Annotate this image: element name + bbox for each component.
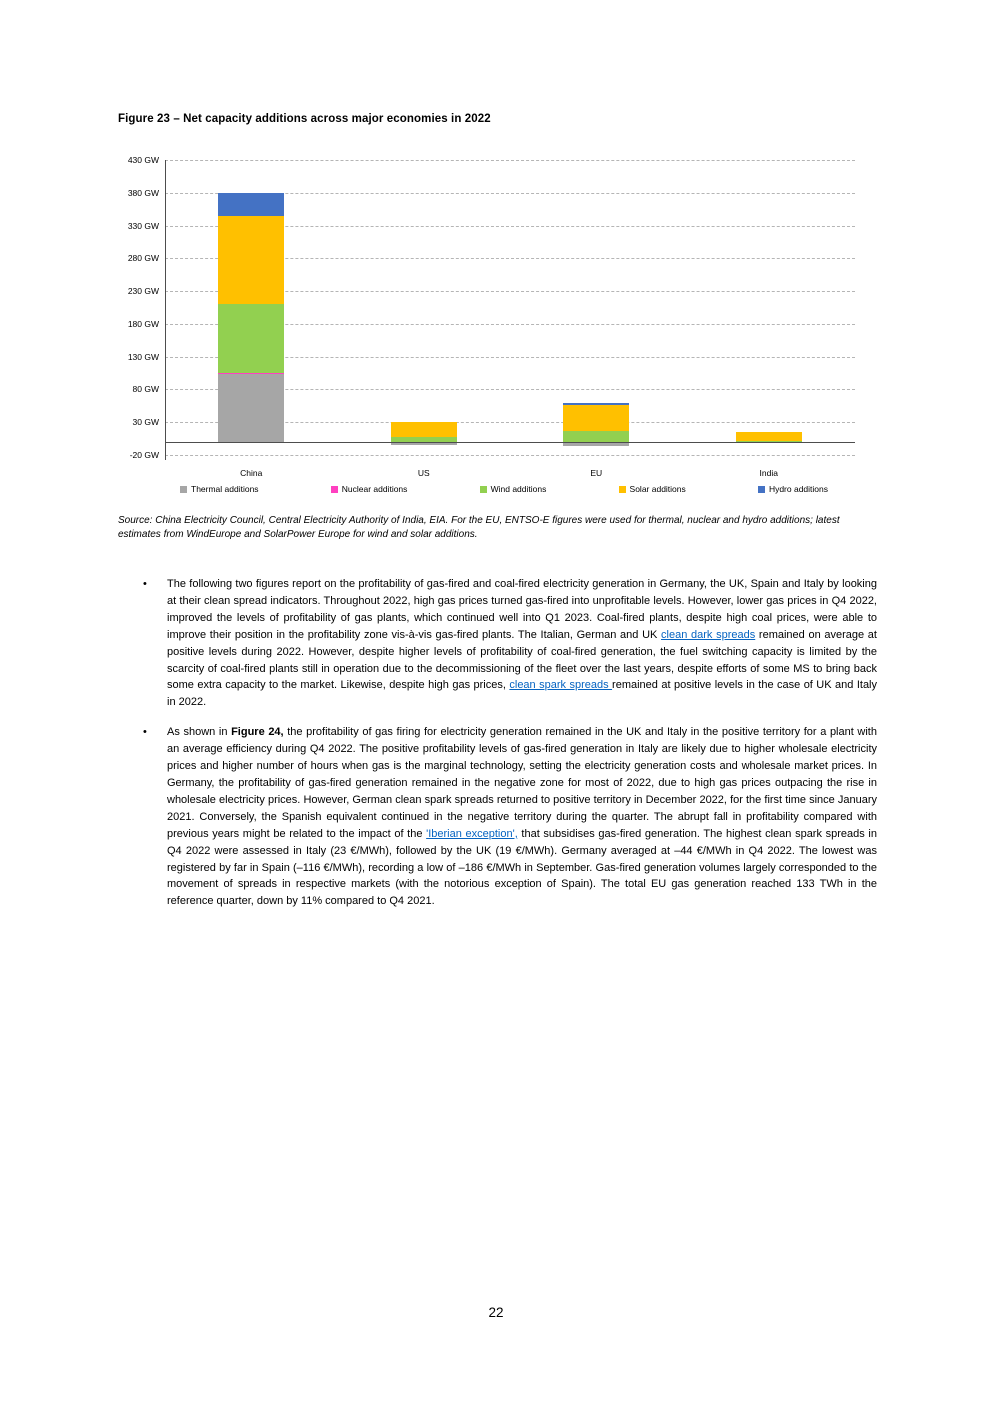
bullet-marker: • [143,578,147,590]
legend-item [480,484,547,494]
y-axis [165,160,166,460]
inline-link[interactable]: 'Iberian exception', [426,827,518,840]
x-axis-label: US [417,468,430,478]
hydro-swatch [758,486,765,493]
paragraph-text [167,578,877,708]
y-axis-tick: 330 GW [127,220,159,231]
chart-plot-area [127,155,855,478]
y-axis-tick: 180 GW [127,318,159,329]
y-axis-tick: -20 GW [129,450,159,460]
y-axis-tick: 380 GW [127,187,159,198]
page-number: 22 [488,1305,504,1320]
y-axis-tick: 280 GW [127,253,159,264]
solar-swatch [619,486,626,493]
text-run: the profitability of gas firing for electricity generation remained in the UK and Italy in the positive territory for a plant with an average efficiency during Q4 2022. The positive profitability levels of gas-fired generation in Italy are likely due to higher wholesale electricity prices and higher number of hours when gas is the marginal technology, setting the electricity generation costs and wholesale market prices. In Germany, the profitability of gas-fired generation remained in the negative zone for most of 2022, due to high gas prices outpacing the rise in wholesale electricity prices. However, German clean spark spreads returned to positive territory in December 2022, for the first time since January 2021. Conversely, the Spanish equivalent continued in the negative territory during the quarter. The abrupt fall in profitability compared with previous years might be related to the impact of the [167,726,877,840]
x-axis-label: EU [590,468,603,478]
bullet-paragraph-1 [140,576,877,711]
text-run: Figure 24, [231,726,284,739]
gridline [165,160,855,161]
bar-china-thermal [218,374,284,442]
legend-item [758,484,828,494]
bar-eu-hydro [563,403,629,404]
inline-link[interactable]: clean spark spreads [509,679,613,692]
legend-item [180,484,259,494]
wind-swatch [480,486,487,493]
bullet-marker: • [143,726,147,739]
y-axis-tick: 80 GW [132,384,159,395]
bullet-paragraph-2 [140,724,877,910]
nuclear-swatch [331,486,338,493]
legend-label: Nuclear additions [341,484,408,494]
legend-label: Thermal additions [191,484,259,494]
y-axis-tick: 430 GW [127,155,159,165]
legend-item [619,484,686,494]
x-axis-label: China [240,468,263,478]
text-run: remained at positive levels in the case of UK and Italy in 2022. [167,679,878,709]
bar-us-solar [391,422,457,436]
text-run: remained on average at positive levels during 2022. However, despite higher levels of profitability of coal-fired generation, the fuel switching capacity is limited by the scarcity of coal-fired plants still in operation due to the decommissioning of the fleet over the last years, despite efforts of some MS to bring back some extra capacity to the market. Likewise, despite high gas prices, [167,628,877,692]
y-axis-tick: 230 GW [127,286,159,297]
inline-link[interactable]: clean dark spreads [661,628,756,641]
bar-china-nuclear [218,373,284,374]
legend-label: Solar additions [629,484,686,494]
legend-item [331,484,408,494]
bar-eu-solar [563,405,629,432]
legend-label: Hydro additions [768,484,828,494]
legend-label: Wind additions [490,484,547,494]
x-axis [165,442,855,443]
paragraph-text [167,726,877,907]
bar-india-solar [736,432,802,441]
x-axis-label: India [759,468,778,478]
bar-china-solar [218,216,284,305]
chart-legend [180,484,828,494]
body-text [140,576,877,910]
y-axis-tick: 130 GW [127,351,159,362]
text-run: As shown in [167,726,232,739]
thermal-swatch [180,486,187,493]
bar-china-wind [218,304,284,373]
bar-eu-wind [563,431,629,441]
gridline [165,455,855,456]
y-axis-tick: 30 GW [132,417,159,428]
net-capacity-additions-chart [118,150,868,512]
figure-title: Figure 23 – Net capacity additions across major economies in 2022 [118,113,491,125]
text-run: that subsidises gas-fired generation. The highest clean spark spreads in Q4 2022 were assessed in Italy (23 €/MWh), followed by the UK (19 €/MWh). Germany averaged at –44 €/MWh in Q4 2022. The lowest was registered by far in Spain (–116 €/MWh), recording a low of –186 €/MWh in September. Gas-fired generation volumes largely corresponded to the movement of spreads in respective markets (with the notorious exception of Spain). The total EU gas generation reached 133 TWh in the reference quarter, down by 11% compared to Q4 2021. [167,827,877,908]
figure-source-note: Source: China Electricity Council, Central Electricity Authority of India, EIA. For the EU, ENTSO-E figures were used for thermal, nuclear and hydro additions; latest estimates from WindEurope and SolarPower Europe for wind and solar additions. [118,515,840,541]
text-run: The following two figures report on the profitability of gas-fired and coal-fired electricity generation in Germany, the UK, Spain and Italy by looking at their clean spread indicators. Throughout 2022, high gas prices turned gas-fired into unprofitable levels. However, lower gas prices in Q4 2022, improved the levels of profitability of gas plants, which continued well into Q1 2023. Coal-fired plants, despite high coal prices, were able to improve their position in the profitability zone vis-à-vis gas-fired plants. The Italian, German and UK [167,578,877,641]
bar-china-hydro [218,193,284,216]
